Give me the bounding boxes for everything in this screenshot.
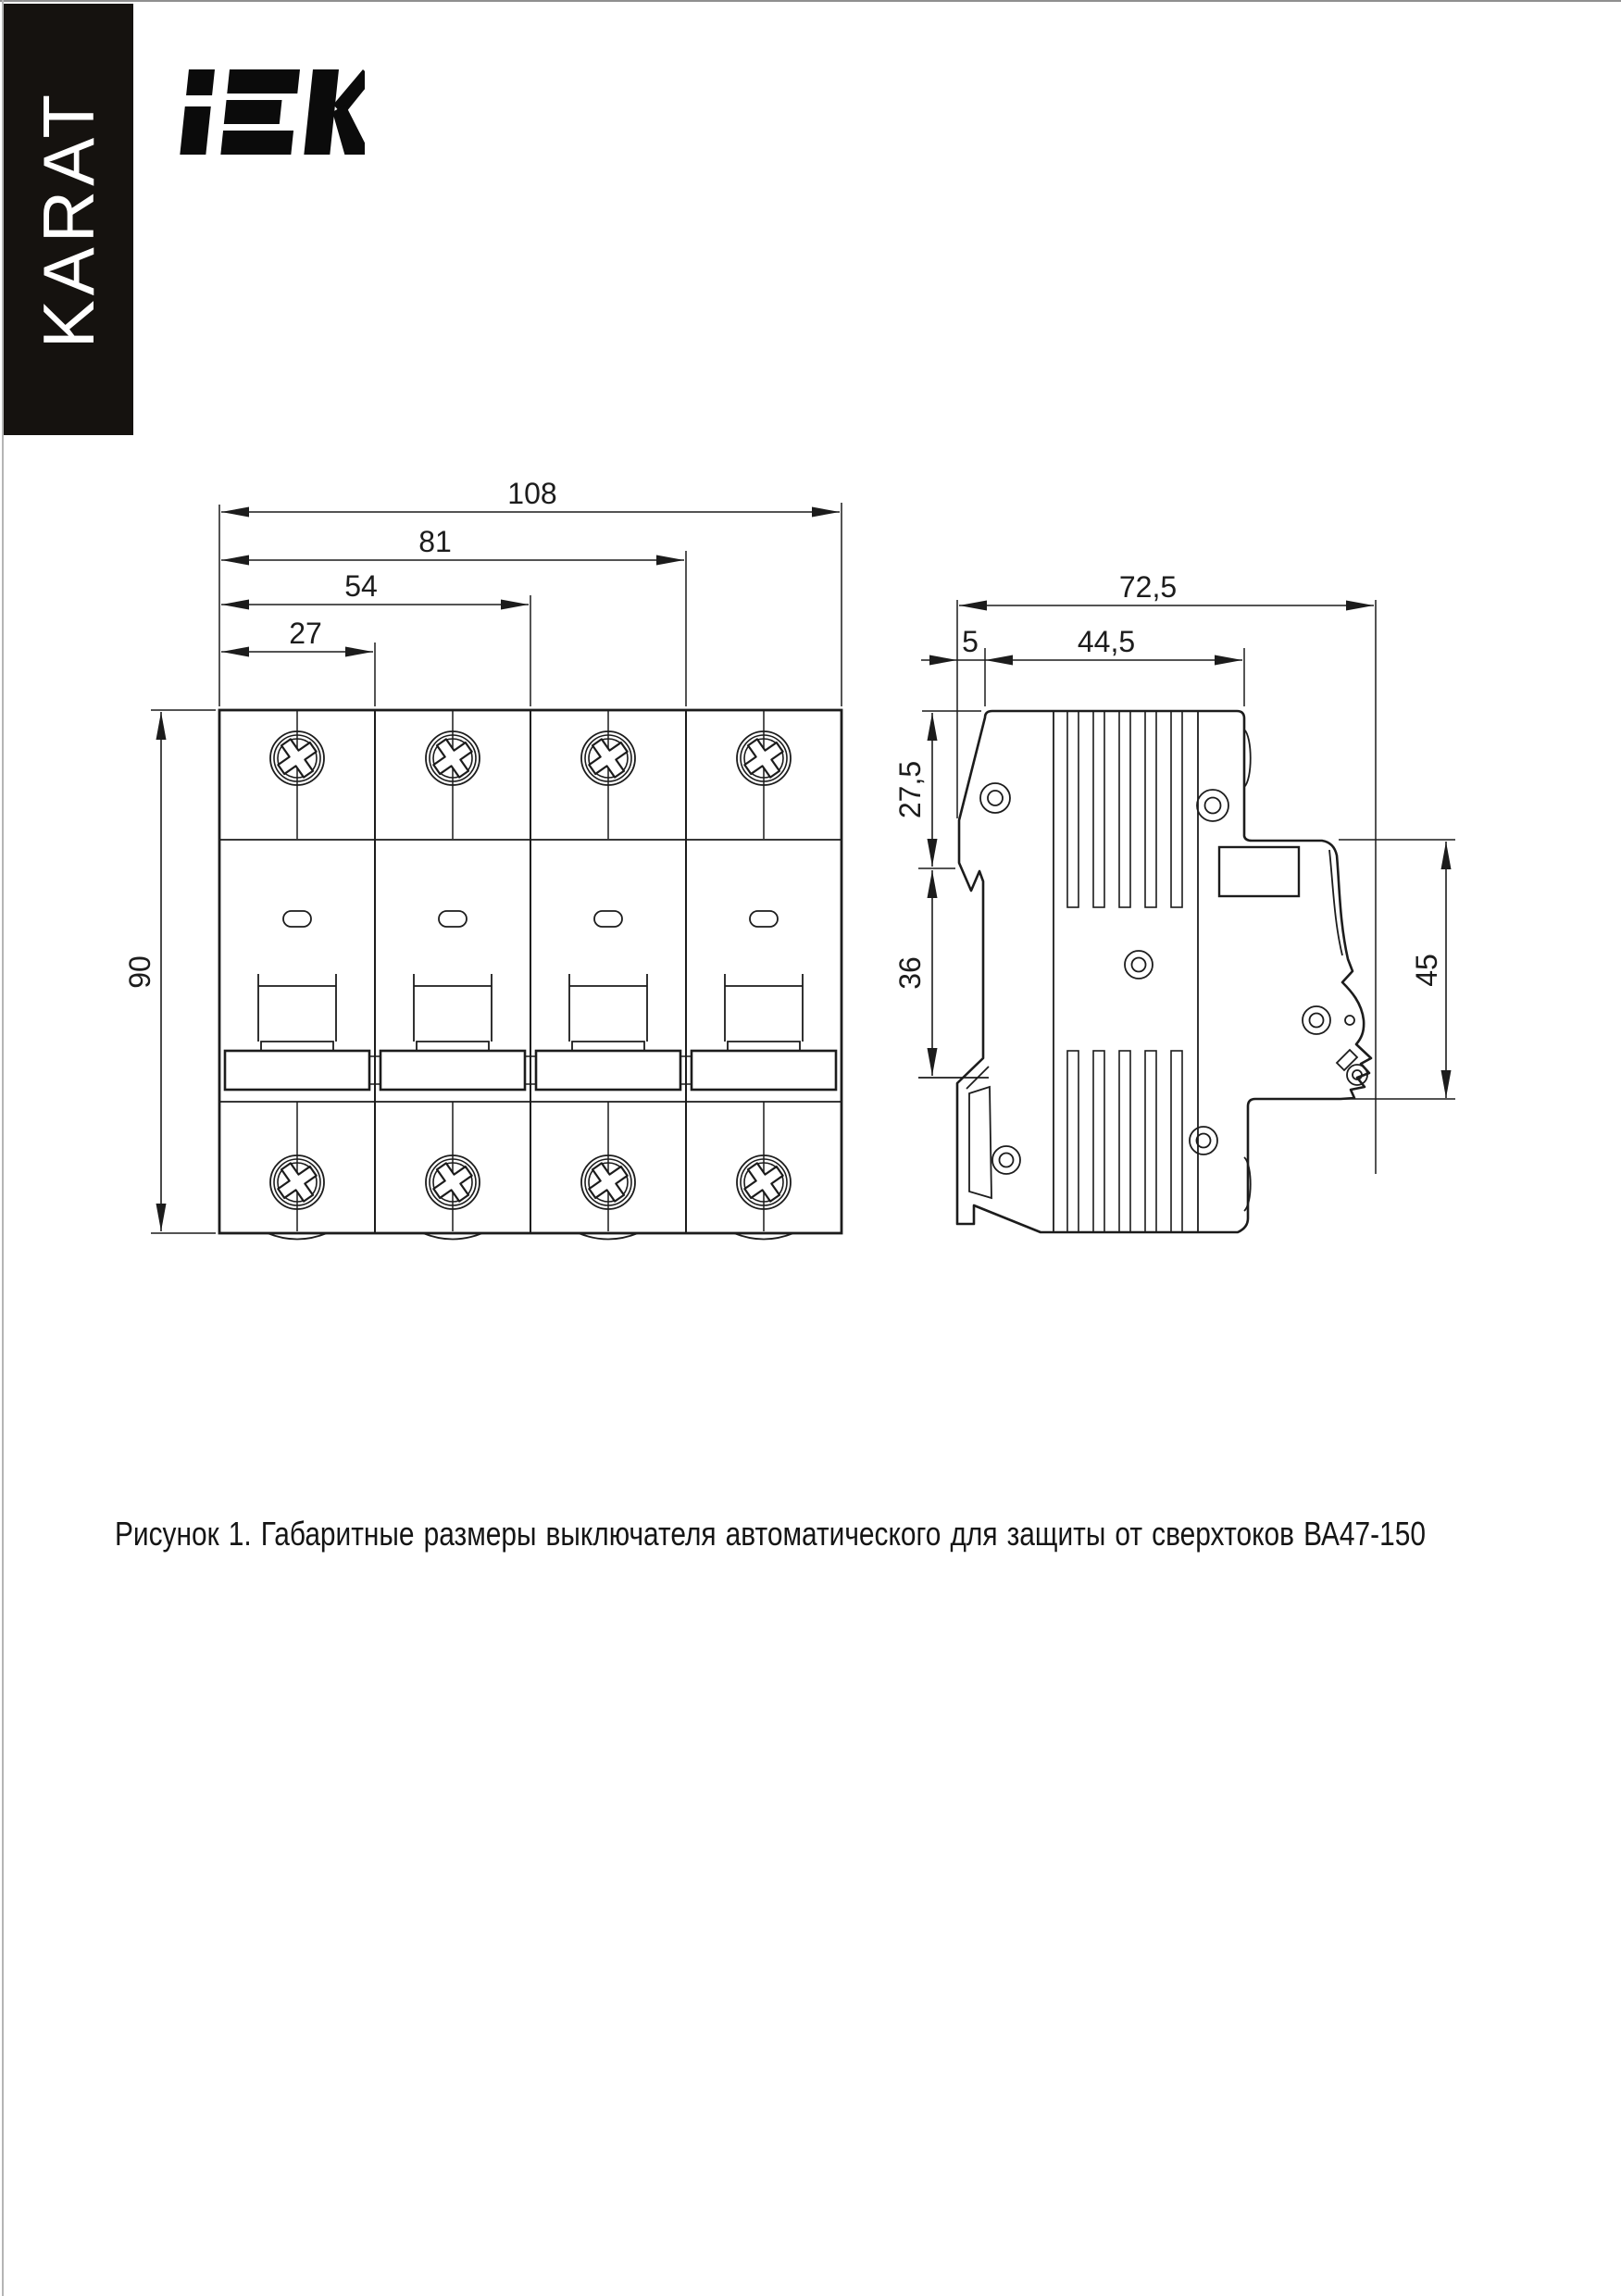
dim-36-label: 36 <box>893 956 927 990</box>
dim-72-5-label: 72,5 <box>1118 570 1178 604</box>
module-4 <box>686 711 842 1240</box>
front-extension-lines <box>151 503 842 1233</box>
front-dimension-labels <box>123 477 557 989</box>
dim-108-label: 108 <box>507 477 557 510</box>
dim-27-label: 27 <box>289 617 322 650</box>
dim-90-label: 90 <box>123 955 156 989</box>
module-dividers <box>375 710 686 1233</box>
figure-caption: Рисунок 1. Габаритные размеры выключателя автоматического для защиты от сверхтоков ВА47-150 <box>115 1515 1426 1553</box>
dim-81-label: 81 <box>418 525 452 558</box>
module-3 <box>530 711 686 1240</box>
dim-27-5-label: 27,5 <box>893 760 927 819</box>
dim-5-label: 5 <box>962 625 979 658</box>
dim-54-label: 54 <box>344 569 378 603</box>
karat-banner-label: KARAT <box>28 90 109 349</box>
module-2 <box>375 711 530 1240</box>
front-dimension-arrows <box>156 507 841 1232</box>
side-view <box>893 570 1455 1232</box>
dim-44-5-label: 44,5 <box>1077 625 1136 658</box>
dim-45-label: 45 <box>1410 954 1443 987</box>
front-view <box>123 477 842 1240</box>
module-1 <box>219 711 375 1240</box>
front-dimension-lines <box>161 512 840 1231</box>
